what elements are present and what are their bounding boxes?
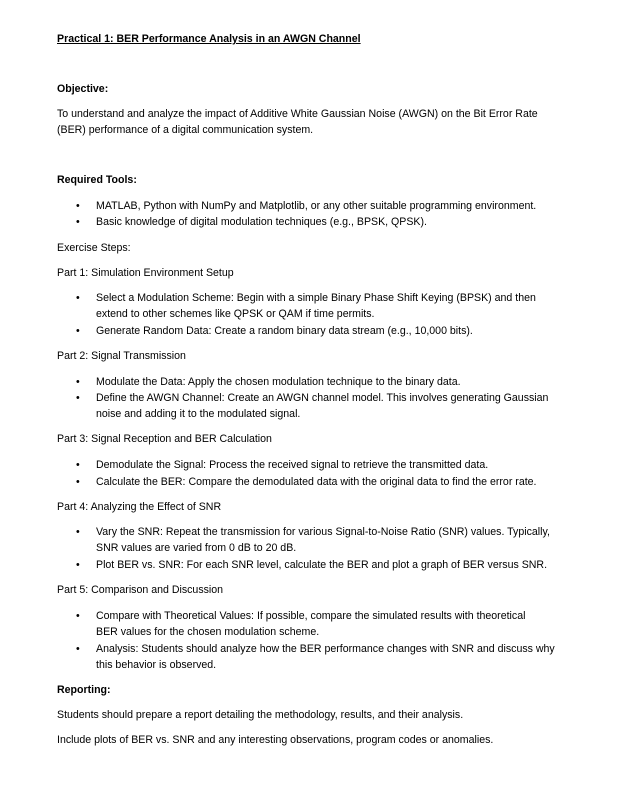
part-3-heading: Part 3: Signal Reception and BER Calculation: [57, 433, 272, 445]
bullet-icon: •: [76, 325, 80, 337]
part-5-heading: Part 5: Comparison and Discussion: [57, 584, 224, 596]
bullet-icon: •: [76, 476, 80, 488]
objective-heading: Objective:: [57, 83, 109, 95]
reporting-line-1: Students should prepare a report detailing the methodology, results, and their analysis.: [57, 709, 464, 721]
objective-text-line-2: (BER) performance of a digital communication system.: [57, 124, 314, 136]
exercise-heading: Exercise Steps:: [57, 242, 131, 254]
objective-text-line-1: To understand and analyze the impact of Additive White Gaussian Noise (AWGN) on the Bit Error Rate: [57, 108, 538, 120]
document-page: Practical 1: BER Performance Analysis in an AWGN Channel Objective: To understand and analyze the impact of Additive White Gaussian Noise (AWGN) on the Bit Error Rate (BER) performance of a digital communication system. Required Tools: • MATLAB, Python with NumPy and Matplotlib, or any other suitable programming environment. • Basic knowledge of digital modulation techniques (e.g., BPSK, QPSK). Exercise Steps: Part 1: Simulation Environment Setup • Select a Modulation Scheme: Begin with a simple Binary Phase Shift Keying (BPSK) and then extend to other schemes like QPSK or QAM if time permits. • Generate Random Data: Create a random binary data stream (e.g., 10,000 bits). Part 2: Signal Transmission • Modulate the Data: Apply the chosen modulation technique to the binary data. • Define the AWGN Channel: Create an AWGN channel model. This involves generating Gaussian noise and adding it to the modulated signal. Part 3: Signal Reception and BER Calculation • Demodulate the Signal: Process the received signal to retrieve the transmitted data. • Calculate the BER: Compare the demodulated data with the original data to find the error rate. Part 4: Analyzing the Effect of SNR • Vary the SNR: Repeat the transmission for various Signal-to-Noise Ratio (SNR) values. Typically, SNR values are varied from 0 dB to 20 dB. • Plot BER vs. SNR: For each SNR level, calculate the BER and plot a graph of BER versus SNR. Part 5: Comparison and Discussion • Compare with Theoretical Values: If possible, compare the simulated results with theoretical BER values for the chosen modulation scheme. • Analysis: Students should analyze how the BER performance changes with SNR and discuss why this behavior is observed. Reporting: Students should prepare a report detailing the methodology, results, and their analysis. Include plots of BER vs. SNR and any interesting observations, program codes or anomalies.: [0, 0, 637, 789]
bullet-icon: •: [76, 526, 80, 538]
reporting-heading: Reporting:: [57, 684, 111, 696]
page-title: Practical 1: BER Performance Analysis in an AWGN Channel: [57, 33, 361, 45]
bullet-icon: •: [76, 559, 80, 571]
bullet-icon: •: [76, 459, 80, 471]
reporting-line-2: Include plots of BER vs. SNR and any interesting observations, program codes or anomalies.: [57, 734, 494, 746]
bullet-icon: •: [76, 292, 80, 304]
part-2-heading: Part 2: Signal Transmission: [57, 350, 186, 362]
part-1-heading: Part 1: Simulation Environment Setup: [57, 267, 234, 279]
bullet-icon: •: [76, 392, 80, 404]
bullet-icon: •: [76, 610, 80, 622]
bullet-icon: •: [76, 200, 80, 212]
bullet-icon: •: [76, 376, 80, 388]
bullet-icon: •: [76, 216, 80, 228]
part-4-heading: Part 4: Analyzing the Effect of SNR: [57, 501, 222, 513]
bullet-icon: •: [76, 643, 80, 655]
tools-heading: Required Tools:: [57, 174, 137, 186]
